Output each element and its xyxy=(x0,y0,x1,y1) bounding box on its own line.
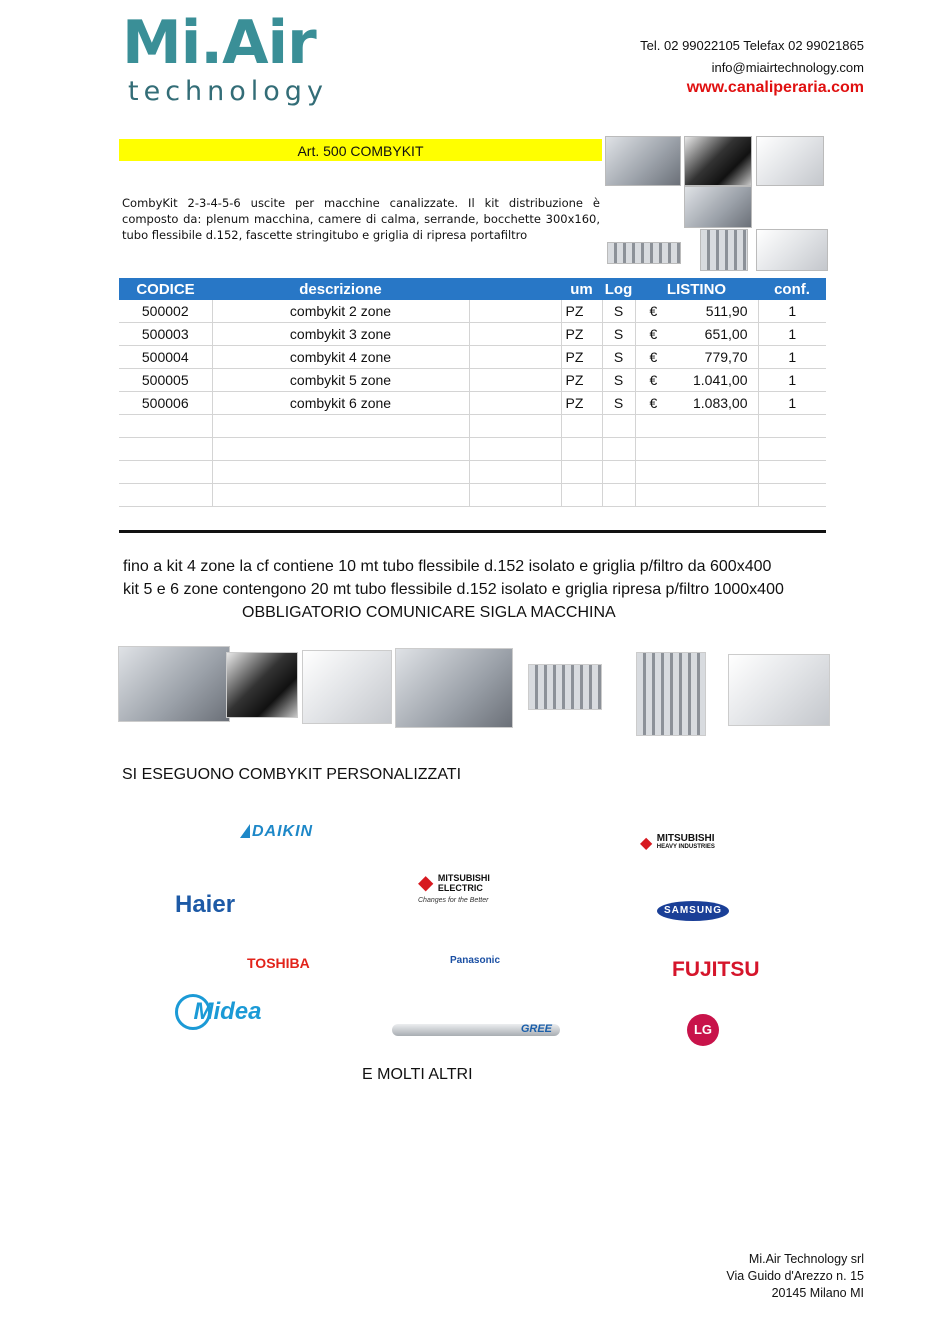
col-conf: conf. xyxy=(758,278,826,300)
gree-logo-bar xyxy=(392,1024,560,1036)
col-listino: LISTINO xyxy=(635,278,758,300)
col-code: CODICE xyxy=(119,278,212,300)
row-log: S xyxy=(602,369,635,392)
samsung-logo: SAMSUNG xyxy=(657,901,729,921)
row-code: 500004 xyxy=(119,346,212,369)
mitsubishi-diamonds-icon: ◆ xyxy=(640,835,653,852)
currency-symbol: € xyxy=(649,303,658,319)
table-row xyxy=(119,392,826,415)
cable-ties-thumbnail xyxy=(756,136,824,186)
more-brands-text: E MOLTI ALTRI xyxy=(362,1066,473,1083)
row-price: 1.083,00 xyxy=(693,395,748,411)
flexible-tube-photo xyxy=(226,652,298,718)
price-table xyxy=(119,278,826,507)
table-row xyxy=(119,300,826,323)
damper-photo xyxy=(528,664,602,710)
lg-logo: LG xyxy=(687,1014,719,1046)
note-line-1: fino a kit 4 zone la cf contiene 10 mt tubo flessibile d.152 isolato e griglia p/filtro da 600x400 xyxy=(123,558,772,575)
row-price: 651,00 xyxy=(704,326,748,342)
table-row-empty xyxy=(119,438,826,461)
midea-logo: Midea xyxy=(175,994,261,1030)
col-log: Log xyxy=(602,278,635,300)
row-code: 500002 xyxy=(119,300,212,323)
logo-sub: technology xyxy=(128,76,328,107)
row-description: combykit 5 zone xyxy=(212,369,469,392)
row-um: PZ xyxy=(561,323,602,346)
diffuser-thumbnail xyxy=(700,229,748,271)
row-log: S xyxy=(602,346,635,369)
table-row xyxy=(119,346,826,369)
row-code: 500003 xyxy=(119,323,212,346)
filter-grille-thumbnail xyxy=(756,229,828,271)
daikin-icon xyxy=(240,824,250,838)
haier-logo: Haier xyxy=(175,891,236,918)
mitsubishi-heavy-logo: ◆ MITSUBISHI HEAVY INDUSTRIES xyxy=(640,833,715,852)
logo-main: Mi.Air xyxy=(122,8,316,78)
fujitsu-logo: FUJITSU xyxy=(672,958,760,981)
note-line-3: OBBLIGATORIO COMUNICARE SIGLA MACCHINA xyxy=(242,604,616,621)
row-um: PZ xyxy=(561,369,602,392)
currency-symbol: € xyxy=(649,395,658,411)
col-spacer xyxy=(469,278,561,300)
note-line-2: kit 5 e 6 zone contengono 20 mt tubo flessibile d.152 isolato e griglia ripresa p/filtro 1000x400 xyxy=(123,581,784,598)
plenum-photo xyxy=(118,646,230,722)
cable-ties-photo xyxy=(302,650,392,724)
row-code: 500005 xyxy=(119,369,212,392)
daikin-logo: DAIKIN xyxy=(240,823,313,841)
row-log: S xyxy=(602,300,635,323)
website-link[interactable]: www.canaliperaria.com xyxy=(686,79,864,96)
toshiba-logo: TOSHIBA xyxy=(247,955,310,971)
currency-symbol: € xyxy=(649,349,658,365)
row-price: 779,70 xyxy=(704,349,748,365)
phone-fax: Tel. 02 99022105 Telefax 02 99021865 xyxy=(640,38,864,53)
plenum-box-thumbnail xyxy=(684,186,752,228)
table-row xyxy=(119,323,826,346)
table-row-empty xyxy=(119,461,826,484)
row-description: combykit 2 zone xyxy=(212,300,469,323)
footer-address: Via Guido d'Arezzo n. 15 xyxy=(726,1269,864,1283)
col-description: descrizione xyxy=(212,278,469,300)
row-um: PZ xyxy=(561,392,602,415)
col-um: um xyxy=(561,278,602,300)
table-row xyxy=(119,369,826,392)
table-row-empty xyxy=(119,415,826,438)
row-um: PZ xyxy=(561,346,602,369)
mitsubishi-diamonds-icon: ◆ xyxy=(418,872,434,894)
row-price: 511,90 xyxy=(705,303,748,319)
currency-symbol: € xyxy=(649,372,658,388)
row-description: combykit 4 zone xyxy=(212,346,469,369)
row-price: 1.041,00 xyxy=(693,372,748,388)
mitsubishi-electric-logo: ◆ MITSUBISHI ELECTRIC Changes for the Better xyxy=(418,872,490,904)
gree-logo: GREE xyxy=(520,1023,552,1035)
row-log: S xyxy=(602,323,635,346)
footer-city: 20145 Milano MI xyxy=(771,1286,864,1300)
row-conf: 1 xyxy=(758,392,826,415)
footer-company: Mi.Air Technology srl xyxy=(748,1252,864,1266)
product-title: Art. 500 COMBYKIT xyxy=(119,139,602,161)
row-code: 500006 xyxy=(119,392,212,415)
row-conf: 1 xyxy=(758,323,826,346)
row-description: combykit 3 zone xyxy=(212,323,469,346)
row-conf: 1 xyxy=(758,300,826,323)
currency-symbol: € xyxy=(649,326,658,342)
table-header-row xyxy=(119,278,826,300)
row-conf: 1 xyxy=(758,346,826,369)
filter-grille-photo xyxy=(728,654,830,726)
row-log: S xyxy=(602,392,635,415)
table-row-empty xyxy=(119,484,826,507)
panasonic-logo: Panasonic xyxy=(450,955,501,966)
divider xyxy=(119,530,826,533)
plenum-thumbnail xyxy=(605,136,681,186)
row-conf: 1 xyxy=(758,369,826,392)
product-description: CombyKit 2-3-4-5-6 uscite per macchine canalizzate. Il kit distribuzione è composto da: plenum macchina, camere di calma, serrande, bocchette 300x160, tubo flessibile d.152, fascette stringitubo e griglia di ripresa portafiltro xyxy=(122,196,600,242)
row-um: PZ xyxy=(561,300,602,323)
damper-thumbnail xyxy=(607,242,681,264)
email-link[interactable]: info@miairtechnology.com xyxy=(711,60,864,75)
flexible-tube-thumbnail xyxy=(684,136,752,186)
row-description: combykit 6 zone xyxy=(212,392,469,415)
plenum-box-photo xyxy=(395,648,513,728)
diffuser-photo xyxy=(636,652,706,736)
custom-kits-text: SI ESEGUONO COMBYKIT PERSONALIZZATI xyxy=(122,766,462,783)
